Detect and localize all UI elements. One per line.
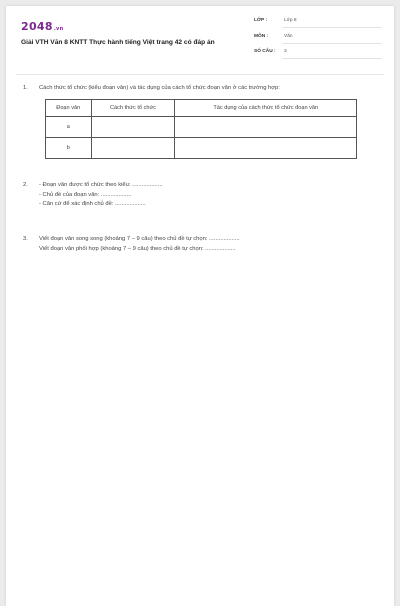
logo-suffix-text: .vn xyxy=(53,26,64,32)
header-divider xyxy=(16,74,384,75)
meta-class-value: Lớp 8 xyxy=(284,18,297,23)
effect-answer-cell[interactable] xyxy=(175,138,357,159)
meta-class-underline xyxy=(282,27,382,28)
question-3-line-combined: Viết đoạn văn phối hợp (khoảng 7 – 9 câu) theo chủ đề tự chọn: ................... xyxy=(39,245,236,252)
question-2-line-paragraph-type: - Đoạn văn được tổ chức theo kiểu: ................... xyxy=(39,182,163,188)
question-3-body xyxy=(39,235,240,254)
column-header-effect: Tác dụng của cách thức tổ chức đoạn văn xyxy=(175,100,357,117)
method-answer-cell[interactable] xyxy=(91,117,175,138)
question-1-number: 1. xyxy=(23,85,28,91)
meta-class-row xyxy=(254,18,382,28)
worksheet-page xyxy=(6,6,394,606)
logo-main-text: 2048 xyxy=(21,20,53,33)
meta-question-count-row xyxy=(254,49,382,59)
meta-subject-label: MÔN : xyxy=(254,34,269,39)
column-header-paragraph: Đoạn văn xyxy=(46,100,92,117)
meta-subject-value: Văn xyxy=(284,34,293,39)
meta-question-count-underline xyxy=(282,58,382,59)
row-label-cell: a xyxy=(46,117,92,138)
column-header-method: Cách thức tổ chức xyxy=(91,100,175,117)
question-2-number: 2. xyxy=(23,182,28,188)
question-2-body xyxy=(39,181,163,210)
row-label-cell: b xyxy=(46,138,92,159)
question-3-line-parallel: Viết đoạn văn song song (khoảng 7 – 9 câu) theo chủ đề tự chọn: ................... xyxy=(39,236,240,242)
method-answer-cell[interactable] xyxy=(91,138,175,159)
paragraph-organization-table xyxy=(45,99,357,159)
meta-subject-row xyxy=(254,34,382,44)
question-2-line-topic: - Chủ đề của đoạn văn: ................... xyxy=(39,191,132,198)
meta-subject-underline xyxy=(282,43,382,44)
meta-question-count-label: SỐ CÂU : xyxy=(254,49,276,54)
table-header-row xyxy=(46,100,357,117)
question-2-line-basis: - Căn cứ để xác định chủ đề: ................... xyxy=(39,201,146,207)
meta-class-label: LỚP : xyxy=(254,18,268,23)
meta-question-count-value: 3 xyxy=(284,49,287,54)
question-1-text: Cách thức tổ chức (kiểu đoạn văn) và tác dụng của cách tổ chức đoạn văn ở các trường hợp: xyxy=(39,85,280,91)
document-title: Giải VTH Văn 8 KNTT Thực hành tiếng Việt trang 42 có đáp án xyxy=(21,39,215,46)
question-3-number: 3. xyxy=(23,236,28,242)
table-row xyxy=(46,138,357,159)
site-logo[interactable] xyxy=(21,20,63,33)
table-row xyxy=(46,117,357,138)
effect-answer-cell[interactable] xyxy=(175,117,357,138)
